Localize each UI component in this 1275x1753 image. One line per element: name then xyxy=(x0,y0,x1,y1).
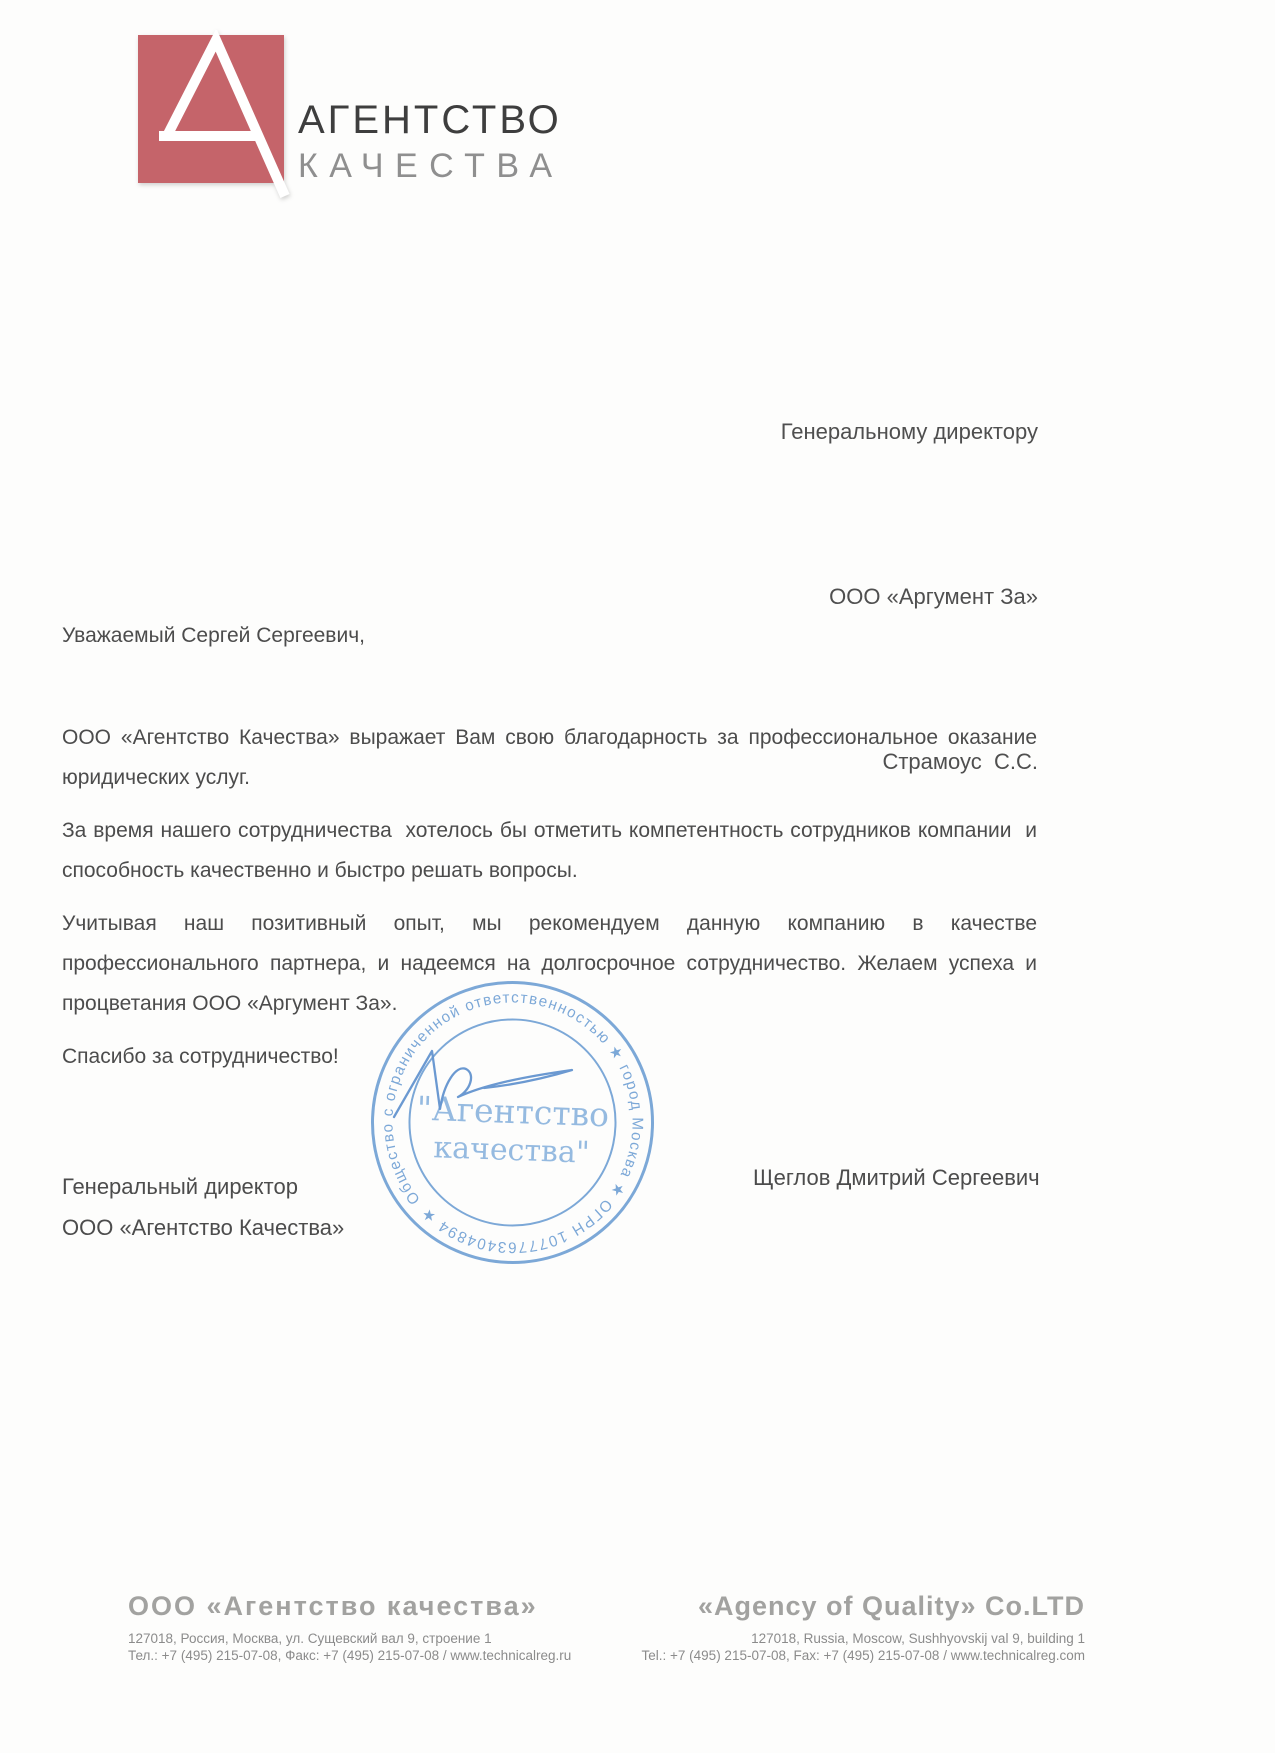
logo-name-line2: КАЧЕСТВА xyxy=(298,147,564,185)
footer-ru-title: ООО «Агентство качества» xyxy=(128,1591,538,1621)
footer-ru-address: 127018, Россия, Москва, ул. Сущевский вал 9, строение 1 xyxy=(128,1630,492,1646)
recipient-line: Генеральному директору xyxy=(780,419,1038,444)
signer-title: Генеральный директор xyxy=(62,1174,298,1199)
salutation: Уважаемый Сергей Сергеевич, xyxy=(62,624,365,647)
logo-name-line1: АГЕНТСТВО xyxy=(298,98,562,142)
stamp-center-line1: "Агентство xyxy=(416,1088,610,1135)
stamp-center-line2: качества" xyxy=(432,1130,591,1171)
footer-en-contacts: Tel.: +7 (495) 215-07-08, Fax: +7 (495) 215-07-08 / www.technicalreg.com xyxy=(641,1647,1085,1663)
paragraph: ООО «Агентство Качества» выражает Вам свою благодарность за профессиональное оказание юридических услуг. xyxy=(62,726,1043,789)
signer-name: Щеглов Дмитрий Сергеевич xyxy=(753,1165,1040,1190)
footer-en-title: «Agency of Quality» Co.LTD xyxy=(697,1591,1085,1621)
paragraph: Учитывая наш позитивный опыт, мы рекомендуем данную компанию в качестве профессионального партнера, и надеемся на долгосрочное сотрудничество. Желаем успеха и процветания ООО «Аргумент За». xyxy=(62,912,1043,1015)
stamp-ring-text: Общество с ограниченной ответственностью ★ город Москва ★ ОГРН 1077763404894 ★ xyxy=(379,989,646,1256)
recipient-line: Страмоус С.С. xyxy=(882,749,1038,774)
handwritten-signature-icon xyxy=(372,1035,587,1130)
signer-title-block xyxy=(62,1166,344,1248)
closing-line: Спасибо за сотрудничество! xyxy=(62,1045,339,1068)
company-logotype xyxy=(298,98,564,185)
logo-a-icon xyxy=(133,30,293,200)
footer-ru xyxy=(128,1592,571,1664)
recipient-line: ООО «Аргумент За» xyxy=(829,584,1038,609)
footer-ru-contacts: Тел.: +7 (495) 215-07-08, Факс: +7 (495) 215-07-08 / www.technicalreg.ru xyxy=(128,1647,572,1663)
paragraph: За время нашего сотрудничества хотелось бы отметить компетентность сотрудников компании и способность качественно и быстро решать вопросы. xyxy=(62,819,1043,882)
footer-en-address: 127018, Russia, Moscow, Sushhyovskij val 9, building 1 xyxy=(751,1630,1085,1646)
signer-company: ООО «Агентство Качества» xyxy=(62,1215,345,1240)
footer-en xyxy=(642,1592,1085,1664)
